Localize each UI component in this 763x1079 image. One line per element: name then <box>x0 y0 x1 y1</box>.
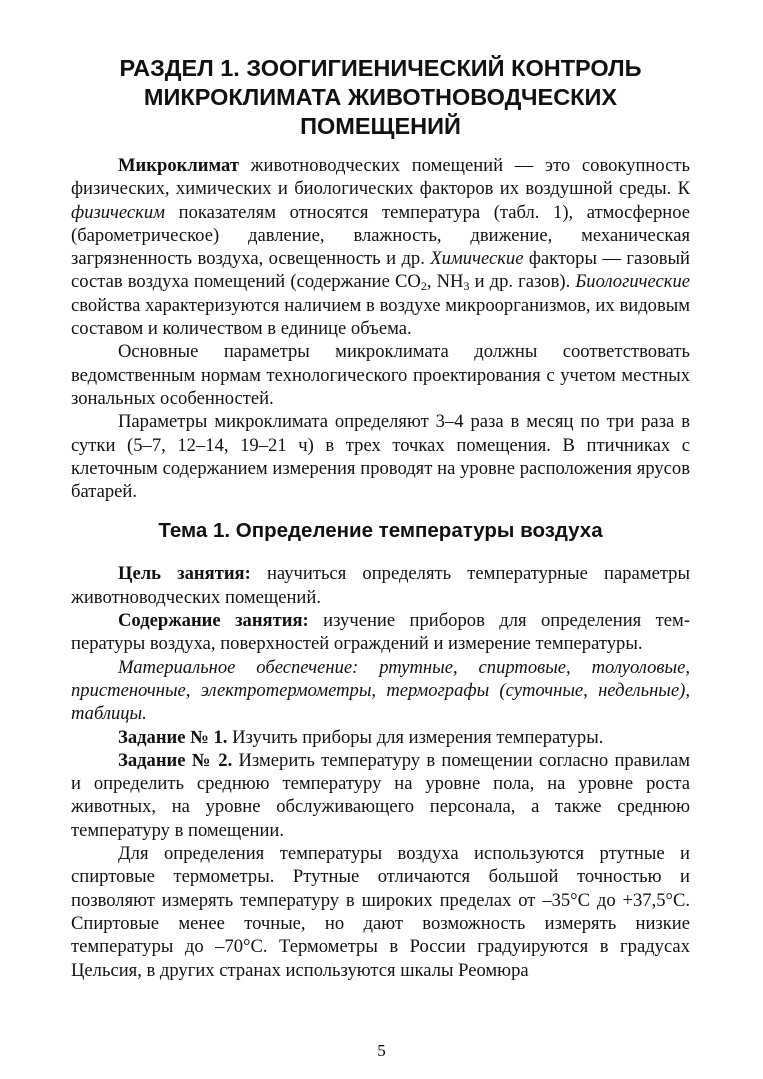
content-text: изучение приборов для определения температуры воздуха, поверхностей ограждений и измерение температуры. <box>71 610 691 655</box>
text-run: показателям относятся температура (табл. 1), атмосферное (барометрическое) давление, влажность, движение, механическая загрязненность воздуха, освещенность и др. <box>71 201 690 270</box>
section-title <box>71 54 690 141</box>
term-biological: Биологические <box>575 271 691 293</box>
materials-text: Материальное обеспечение: ртутные, спиртовые, толуоловые, пристеночные, электротермометры, термографы (суточные, недельные), таблицы. <box>71 656 690 725</box>
text-run: , NH <box>426 271 464 293</box>
goal-paragraph <box>71 562 690 609</box>
thermometers-paragraph: Для определения температуры воздуха используются ртутные и спиртовые термометры. Ртутные отличаются большой точностью и позволяют измерять температуру в широких пределах от –35°C до +37,5°C. Спиртовые менее точные, но дают возможность измерять низкие температуры до –70°C. Термометры в России градуируются в градусах Цельсия, в других странах используются шкалы Реомюра <box>71 843 690 981</box>
task2-label: Задание № 2. <box>118 749 233 771</box>
materials-paragraph <box>71 656 690 726</box>
term-physical: физическим <box>71 201 166 223</box>
text-run: свойства характеризуются наличием в воздухе микроорганизмов, их видовым составом и количеством в единице объема. <box>71 294 690 340</box>
task2-text: Измерить температуру в помещении согласно правилам и определить среднюю температуру на уровне пола, на уровне роста животных, на уровне обслуживающего персонала, а также среднюю температуру в помещении. <box>71 749 691 841</box>
intro-text <box>71 154 690 503</box>
goal-label: Цель занятия: <box>118 563 251 585</box>
text-run: факторы — газовый состав воздуха помещений (содержание CO <box>71 248 690 293</box>
task1-label: Задание № 1. <box>118 726 228 748</box>
goal-text: научиться определять температурные параметры животноводческих помещений. <box>71 563 690 608</box>
term-chemical: Химические <box>430 248 524 270</box>
page-number: 5 <box>377 1041 386 1060</box>
term-microclimate: Микроклимат <box>118 155 239 176</box>
text-run: и др. газов). <box>469 271 576 293</box>
section-title-line: МИКРОКЛИМАТА ЖИВОТНОВОДЧЕСКИХ <box>143 84 618 110</box>
topic-title: Тема 1. Определение температуры воздуха <box>158 519 603 543</box>
task2-paragraph <box>71 749 690 842</box>
content-label: Содержание занятия: <box>118 610 309 632</box>
subscript: 3 <box>463 279 470 294</box>
intro-paragraph-frequency: Параметры микроклимата определяют 3–4 раза в месяц по три раза в сутки (5–7, 12–14, 19–21 ч) в трех точках помещения. В птичниках с клеточным содержанием измерения проводят на уровне расположения ярусов батарей. <box>71 411 690 503</box>
subscript: 2 <box>420 279 427 294</box>
section-title-line: ПОМЕЩЕНИЙ <box>300 113 461 139</box>
content-paragraph <box>71 609 690 656</box>
topic-text <box>71 562 690 981</box>
intro-paragraph-norms: Основные параметры микроклимата должны соответствовать ведомственным нормам технологического проектирования с учетом местных зональных особенностей. <box>71 341 690 409</box>
task1-text: Изучить приборы для измерения температуры. <box>227 726 604 748</box>
text-run: животноводческих помещений — это совокупность физических, химических и биологических факторов их воздушной среды. К <box>71 155 690 200</box>
section-title-line: РАЗДЕЛ 1. ЗООГИГИЕНИЧЕСКИЙ КОНТРОЛЬ <box>119 55 642 81</box>
task1-paragraph <box>71 726 690 749</box>
intro-paragraph-microclimate <box>71 154 690 340</box>
